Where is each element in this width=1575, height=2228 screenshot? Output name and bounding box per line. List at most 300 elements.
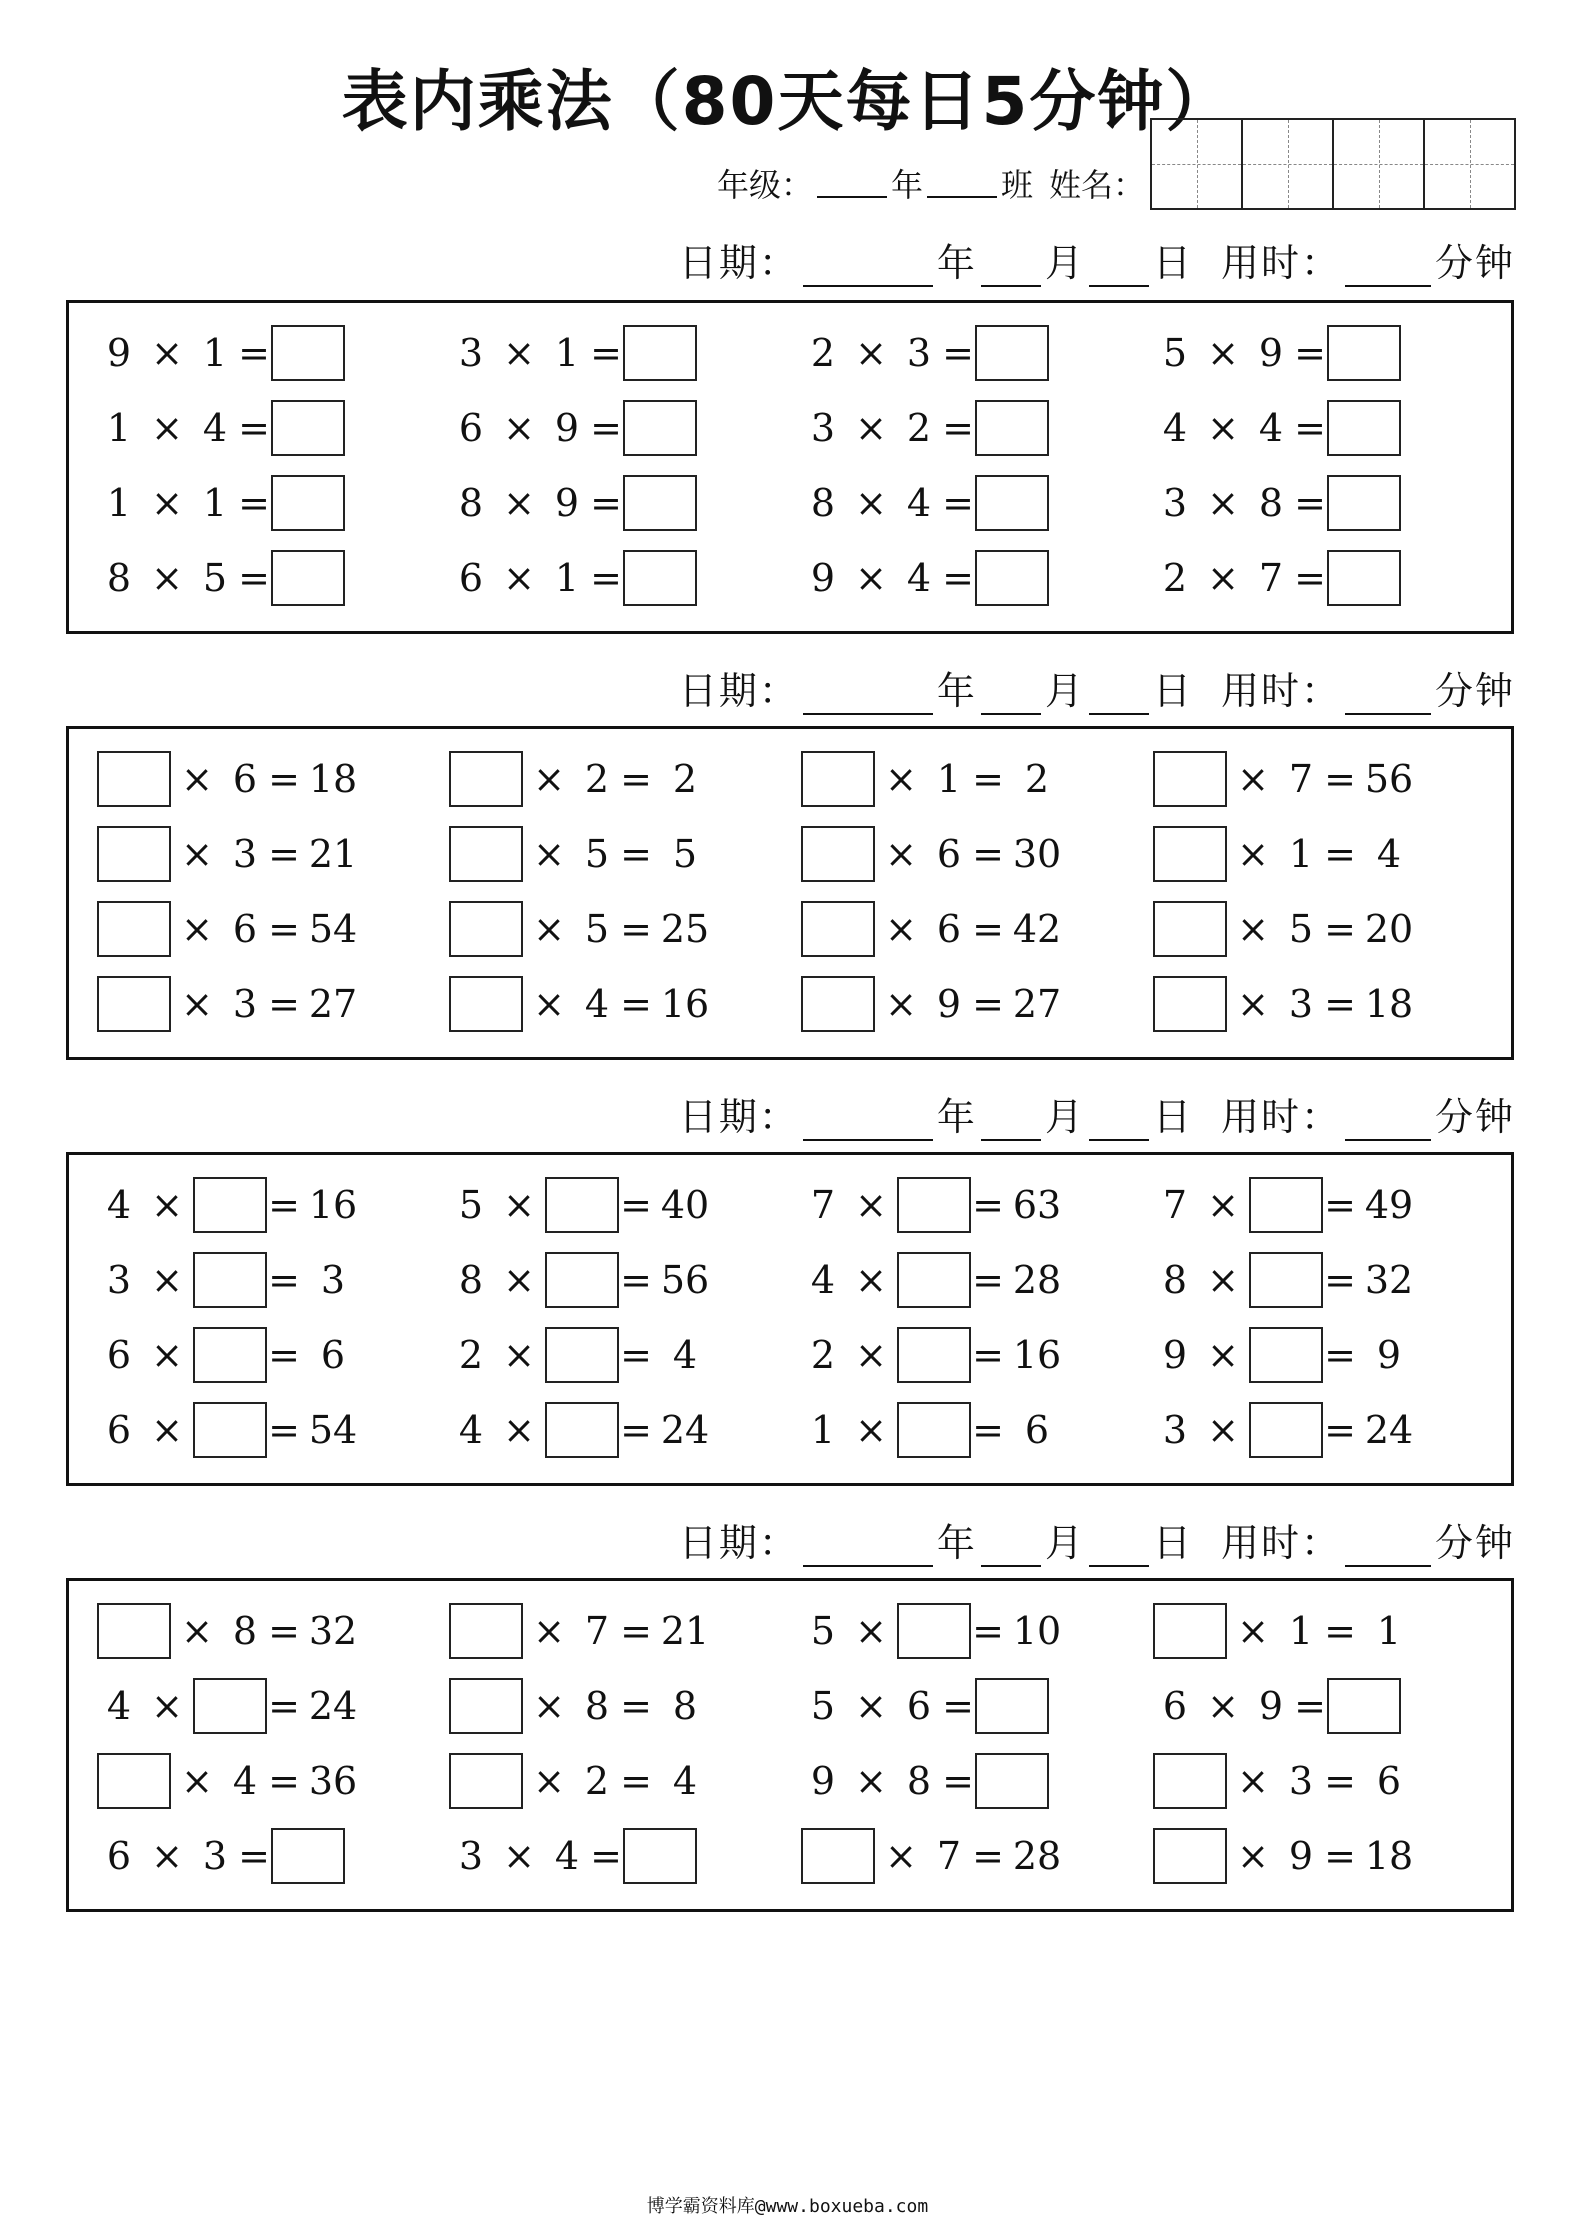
number: 1 bbox=[202, 331, 228, 375]
times-sign: × bbox=[1207, 406, 1239, 450]
answer-box[interactable] bbox=[897, 1327, 971, 1383]
number: 18 bbox=[1364, 1834, 1414, 1878]
number: 1 bbox=[1288, 1609, 1314, 1653]
number: 8 bbox=[458, 1258, 484, 1302]
answer-box[interactable] bbox=[1327, 400, 1401, 456]
problem bbox=[1153, 1676, 1483, 1736]
problem bbox=[97, 749, 427, 809]
date-month-blank[interactable] bbox=[981, 1105, 1041, 1141]
number: 63 bbox=[1012, 1183, 1062, 1227]
number: 16 bbox=[308, 1183, 358, 1227]
answer-box[interactable] bbox=[545, 1327, 619, 1383]
answer-box[interactable] bbox=[449, 751, 523, 807]
number: 8 bbox=[1258, 481, 1284, 525]
problem bbox=[1153, 749, 1483, 809]
number: 6 bbox=[458, 406, 484, 450]
times-sign: × bbox=[1207, 1684, 1239, 1728]
number: 24 bbox=[660, 1408, 710, 1452]
problem bbox=[801, 398, 1131, 458]
problem bbox=[449, 824, 779, 884]
date-label: 日期： bbox=[678, 241, 799, 285]
answer-box[interactable] bbox=[449, 1678, 523, 1734]
number: 4 bbox=[554, 1834, 580, 1878]
equals-sign: = bbox=[268, 1759, 300, 1803]
number: 3 bbox=[202, 1834, 228, 1878]
answer-box[interactable] bbox=[193, 1402, 267, 1458]
problem bbox=[1153, 1175, 1483, 1235]
times-sign: × bbox=[855, 1684, 887, 1728]
footer-watermark: 博学霸资料库@www.boxueba.com bbox=[646, 2196, 929, 2217]
equals-sign: = bbox=[620, 907, 652, 951]
equals-sign: = bbox=[942, 1684, 974, 1728]
times-sign: × bbox=[151, 406, 183, 450]
date-month-blank[interactable] bbox=[981, 1531, 1041, 1567]
answer-box[interactable] bbox=[623, 550, 697, 606]
equals-sign: = bbox=[238, 481, 270, 525]
problem bbox=[1153, 323, 1483, 383]
equals-sign: = bbox=[1324, 1333, 1356, 1377]
times-sign: × bbox=[1237, 1834, 1269, 1878]
problem bbox=[97, 1325, 427, 1385]
number: 3 bbox=[232, 982, 258, 1026]
number: 21 bbox=[660, 1609, 710, 1653]
answer-box[interactable] bbox=[623, 1828, 697, 1884]
number: 6 bbox=[458, 556, 484, 600]
times-sign: × bbox=[1207, 1258, 1239, 1302]
problem bbox=[97, 1601, 427, 1661]
date-day-blank[interactable] bbox=[1089, 251, 1149, 287]
name-writing-grid[interactable] bbox=[1150, 118, 1516, 210]
problem bbox=[449, 1601, 779, 1661]
date-year-blank[interactable] bbox=[803, 1105, 933, 1141]
number: 1 bbox=[810, 1408, 836, 1452]
number: 4 bbox=[106, 1684, 132, 1728]
problem bbox=[97, 1175, 427, 1235]
number: 2 bbox=[1024, 757, 1050, 801]
number: 1 bbox=[106, 406, 132, 450]
problem bbox=[97, 323, 427, 383]
problem bbox=[1153, 1601, 1483, 1661]
problem bbox=[1153, 548, 1483, 608]
times-sign: × bbox=[855, 481, 887, 525]
answer-box[interactable] bbox=[1249, 1252, 1323, 1308]
time-used-blank[interactable] bbox=[1345, 679, 1431, 715]
equals-sign: = bbox=[590, 556, 622, 600]
problem bbox=[449, 974, 779, 1034]
times-sign: × bbox=[855, 1333, 887, 1377]
problem bbox=[449, 1250, 779, 1310]
time-used-label: 用时： bbox=[1220, 669, 1341, 713]
equals-sign: = bbox=[942, 1759, 974, 1803]
answer-box[interactable] bbox=[449, 901, 523, 957]
problem bbox=[449, 1400, 779, 1460]
problem bbox=[97, 473, 427, 533]
number: 8 bbox=[672, 1684, 698, 1728]
date-year-blank[interactable] bbox=[803, 1531, 933, 1567]
equals-sign: = bbox=[268, 1684, 300, 1728]
number: 54 bbox=[308, 907, 358, 951]
equals-sign: = bbox=[268, 1333, 300, 1377]
answer-box[interactable] bbox=[271, 400, 345, 456]
equals-sign: = bbox=[590, 1834, 622, 1878]
date-label: 日期： bbox=[678, 1095, 799, 1139]
time-used-blank[interactable] bbox=[1345, 251, 1431, 287]
problem bbox=[1153, 974, 1483, 1034]
number: 4 bbox=[202, 406, 228, 450]
number: 7 bbox=[1288, 757, 1314, 801]
times-sign: × bbox=[885, 907, 917, 951]
number: 9 bbox=[1162, 1333, 1188, 1377]
times-sign: × bbox=[1207, 481, 1239, 525]
name-cell[interactable] bbox=[1334, 120, 1425, 208]
number: 3 bbox=[810, 406, 836, 450]
number: 9 bbox=[810, 556, 836, 600]
times-sign: × bbox=[151, 1333, 183, 1377]
times-sign: × bbox=[151, 1258, 183, 1302]
equals-sign: = bbox=[620, 982, 652, 1026]
answer-box[interactable] bbox=[545, 1177, 619, 1233]
name-cell[interactable] bbox=[1425, 120, 1514, 208]
answer-box[interactable] bbox=[623, 400, 697, 456]
times-sign: × bbox=[503, 1258, 535, 1302]
times-sign: × bbox=[1237, 907, 1269, 951]
number: 16 bbox=[660, 982, 710, 1026]
answer-box[interactable] bbox=[975, 550, 1049, 606]
problem bbox=[801, 974, 1131, 1034]
answer-box[interactable] bbox=[975, 400, 1049, 456]
number: 5 bbox=[810, 1609, 836, 1653]
answer-box[interactable] bbox=[801, 1828, 875, 1884]
date-year-blank[interactable] bbox=[803, 251, 933, 287]
class-blank[interactable] bbox=[927, 168, 997, 198]
equals-sign: = bbox=[1294, 481, 1326, 525]
answer-box[interactable] bbox=[545, 1252, 619, 1308]
times-sign: × bbox=[1207, 556, 1239, 600]
student-info-line bbox=[717, 160, 1145, 206]
answer-box[interactable] bbox=[1153, 1828, 1227, 1884]
number: 9 bbox=[1376, 1333, 1402, 1377]
answer-box[interactable] bbox=[623, 475, 697, 531]
name-cell[interactable] bbox=[1243, 120, 1334, 208]
times-sign: × bbox=[151, 1834, 183, 1878]
answer-box[interactable] bbox=[271, 1828, 345, 1884]
number: 5 bbox=[1288, 907, 1314, 951]
date-year-blank[interactable] bbox=[803, 679, 933, 715]
problem bbox=[801, 1175, 1131, 1235]
number: 28 bbox=[1012, 1834, 1062, 1878]
equals-sign: = bbox=[972, 1258, 1004, 1302]
number: 1 bbox=[1288, 832, 1314, 876]
equals-sign: = bbox=[268, 832, 300, 876]
times-sign: × bbox=[1237, 1759, 1269, 1803]
answer-box[interactable] bbox=[1249, 1402, 1323, 1458]
number: 6 bbox=[106, 1834, 132, 1878]
problem-row bbox=[69, 1400, 1511, 1460]
date-line bbox=[679, 232, 1515, 287]
date-day-blank[interactable] bbox=[1089, 1105, 1149, 1141]
number: 9 bbox=[1258, 1684, 1284, 1728]
number: 49 bbox=[1364, 1183, 1414, 1227]
equals-sign: = bbox=[590, 406, 622, 450]
date-day-blank[interactable] bbox=[1089, 679, 1149, 715]
grade-label: 年级： bbox=[716, 166, 813, 204]
equals-sign: = bbox=[268, 982, 300, 1026]
problem-row bbox=[69, 899, 1511, 959]
minute-label: 分钟 bbox=[1434, 669, 1515, 713]
number: 4 bbox=[232, 1759, 258, 1803]
problem-row bbox=[69, 398, 1511, 458]
problem bbox=[449, 473, 779, 533]
number: 27 bbox=[1012, 982, 1062, 1026]
problem bbox=[449, 1676, 779, 1736]
times-sign: × bbox=[533, 982, 565, 1026]
times-sign: × bbox=[181, 757, 213, 801]
answer-box[interactable] bbox=[97, 901, 171, 957]
equals-sign: = bbox=[972, 757, 1004, 801]
number: 6 bbox=[906, 1684, 932, 1728]
equals-sign: = bbox=[1324, 757, 1356, 801]
number: 25 bbox=[660, 907, 710, 951]
times-sign: × bbox=[533, 757, 565, 801]
problem bbox=[1153, 1325, 1483, 1385]
number: 3 bbox=[1162, 481, 1188, 525]
problem bbox=[1153, 398, 1483, 458]
problem bbox=[1153, 1400, 1483, 1460]
time-used-label: 用时： bbox=[1220, 1095, 1341, 1139]
problem bbox=[801, 1400, 1131, 1460]
answer-box[interactable] bbox=[449, 826, 523, 882]
number: 6 bbox=[936, 832, 962, 876]
times-sign: × bbox=[181, 1759, 213, 1803]
answer-box[interactable] bbox=[975, 475, 1049, 531]
number: 9 bbox=[1258, 331, 1284, 375]
number: 4 bbox=[106, 1183, 132, 1227]
number: 3 bbox=[106, 1258, 132, 1302]
answer-box[interactable] bbox=[801, 901, 875, 957]
times-sign: × bbox=[533, 1759, 565, 1803]
number: 4 bbox=[1162, 406, 1188, 450]
number: 2 bbox=[672, 757, 698, 801]
answer-box[interactable] bbox=[193, 1177, 267, 1233]
problem-section bbox=[66, 1152, 1514, 1486]
answer-box[interactable] bbox=[1153, 976, 1227, 1032]
number: 5 bbox=[810, 1684, 836, 1728]
number: 7 bbox=[936, 1834, 962, 1878]
number: 8 bbox=[232, 1609, 258, 1653]
answer-box[interactable] bbox=[1249, 1177, 1323, 1233]
answer-box[interactable] bbox=[545, 1402, 619, 1458]
times-sign: × bbox=[855, 331, 887, 375]
number: 3 bbox=[458, 331, 484, 375]
date-month-blank[interactable] bbox=[981, 251, 1041, 287]
number: 2 bbox=[906, 406, 932, 450]
number: 3 bbox=[232, 832, 258, 876]
time-used-blank[interactable] bbox=[1345, 1531, 1431, 1567]
times-sign: × bbox=[181, 1609, 213, 1653]
equals-sign: = bbox=[972, 1183, 1004, 1227]
equals-sign: = bbox=[972, 1333, 1004, 1377]
answer-box[interactable] bbox=[1327, 550, 1401, 606]
number: 21 bbox=[308, 832, 358, 876]
answer-box[interactable] bbox=[97, 826, 171, 882]
equals-sign: = bbox=[1324, 1609, 1356, 1653]
problem bbox=[449, 1751, 779, 1811]
answer-box[interactable] bbox=[897, 1603, 971, 1659]
problem-row bbox=[69, 323, 1511, 383]
answer-box[interactable] bbox=[449, 1603, 523, 1659]
answer-box[interactable] bbox=[1153, 1753, 1227, 1809]
equals-sign: = bbox=[972, 832, 1004, 876]
answer-box[interactable] bbox=[1327, 325, 1401, 381]
number: 5 bbox=[672, 832, 698, 876]
problem-section bbox=[66, 1578, 1514, 1912]
equals-sign: = bbox=[620, 1333, 652, 1377]
number: 4 bbox=[906, 481, 932, 525]
times-sign: × bbox=[533, 1609, 565, 1653]
problem bbox=[801, 1601, 1131, 1661]
problem bbox=[801, 1325, 1131, 1385]
answer-box[interactable] bbox=[975, 1678, 1049, 1734]
times-sign: × bbox=[533, 832, 565, 876]
equals-sign: = bbox=[590, 331, 622, 375]
answer-box[interactable] bbox=[897, 1177, 971, 1233]
problem bbox=[1153, 824, 1483, 884]
answer-box[interactable] bbox=[801, 751, 875, 807]
times-sign: × bbox=[1207, 1333, 1239, 1377]
answer-box[interactable] bbox=[449, 1753, 523, 1809]
times-sign: × bbox=[503, 1183, 535, 1227]
answer-box[interactable] bbox=[897, 1402, 971, 1458]
equals-sign: = bbox=[620, 832, 652, 876]
answer-box[interactable] bbox=[193, 1252, 267, 1308]
answer-box[interactable] bbox=[193, 1678, 267, 1734]
answer-box[interactable] bbox=[975, 325, 1049, 381]
problem bbox=[449, 548, 779, 608]
times-sign: × bbox=[151, 1183, 183, 1227]
date-day-blank[interactable] bbox=[1089, 1531, 1149, 1567]
equals-sign: = bbox=[238, 406, 270, 450]
equals-sign: = bbox=[1324, 1258, 1356, 1302]
number: 1 bbox=[554, 556, 580, 600]
answer-box[interactable] bbox=[897, 1252, 971, 1308]
date-day-label: 日 bbox=[1152, 669, 1193, 713]
number: 8 bbox=[584, 1684, 610, 1728]
number: 9 bbox=[106, 331, 132, 375]
number: 6 bbox=[106, 1333, 132, 1377]
time-used-label: 用时： bbox=[1220, 241, 1341, 285]
answer-box[interactable] bbox=[97, 1603, 171, 1659]
problem-row bbox=[69, 1751, 1511, 1811]
equals-sign: = bbox=[1324, 907, 1356, 951]
answer-box[interactable] bbox=[801, 976, 875, 1032]
times-sign: × bbox=[885, 757, 917, 801]
number: 3 bbox=[1162, 1408, 1188, 1452]
number: 32 bbox=[308, 1609, 358, 1653]
equals-sign: = bbox=[620, 1408, 652, 1452]
number: 18 bbox=[1364, 982, 1414, 1026]
answer-box[interactable] bbox=[1327, 1678, 1401, 1734]
number: 5 bbox=[584, 832, 610, 876]
problem bbox=[1153, 1751, 1483, 1811]
problem bbox=[97, 1826, 427, 1886]
number: 2 bbox=[810, 1333, 836, 1377]
answer-box[interactable] bbox=[193, 1327, 267, 1383]
answer-box[interactable] bbox=[1249, 1327, 1323, 1383]
answer-box[interactable] bbox=[975, 1753, 1049, 1809]
number: 30 bbox=[1012, 832, 1062, 876]
times-sign: × bbox=[1237, 757, 1269, 801]
minute-label: 分钟 bbox=[1434, 241, 1515, 285]
equals-sign: = bbox=[1294, 406, 1326, 450]
number: 4 bbox=[672, 1759, 698, 1803]
answer-box[interactable] bbox=[271, 325, 345, 381]
equals-sign: = bbox=[942, 481, 974, 525]
equals-sign: = bbox=[972, 982, 1004, 1026]
grade-blank[interactable] bbox=[817, 168, 887, 198]
times-sign: × bbox=[181, 832, 213, 876]
problem bbox=[97, 1676, 427, 1736]
answer-box[interactable] bbox=[623, 325, 697, 381]
equals-sign: = bbox=[972, 907, 1004, 951]
times-sign: × bbox=[1237, 832, 1269, 876]
problem-section bbox=[66, 726, 1514, 1060]
equals-sign: = bbox=[268, 1609, 300, 1653]
number: 1 bbox=[202, 481, 228, 525]
times-sign: × bbox=[503, 331, 535, 375]
number: 9 bbox=[1288, 1834, 1314, 1878]
problem-row bbox=[69, 1175, 1511, 1235]
times-sign: × bbox=[151, 556, 183, 600]
answer-box[interactable] bbox=[97, 976, 171, 1032]
number: 16 bbox=[1012, 1333, 1062, 1377]
number: 2 bbox=[810, 331, 836, 375]
answer-box[interactable] bbox=[1153, 1603, 1227, 1659]
answer-box[interactable] bbox=[449, 976, 523, 1032]
number: 40 bbox=[660, 1183, 710, 1227]
date-month-label: 月 bbox=[1044, 1521, 1085, 1565]
date-month-blank[interactable] bbox=[981, 679, 1041, 715]
number: 36 bbox=[308, 1759, 358, 1803]
time-used-blank[interactable] bbox=[1345, 1105, 1431, 1141]
times-sign: × bbox=[855, 1759, 887, 1803]
answer-box[interactable] bbox=[271, 550, 345, 606]
answer-box[interactable] bbox=[1153, 901, 1227, 957]
answer-box[interactable] bbox=[1327, 475, 1401, 531]
number: 4 bbox=[458, 1408, 484, 1452]
number: 3 bbox=[1288, 1759, 1314, 1803]
answer-box[interactable] bbox=[801, 826, 875, 882]
number: 56 bbox=[660, 1258, 710, 1302]
date-label: 日期： bbox=[678, 669, 799, 713]
equals-sign: = bbox=[590, 481, 622, 525]
answer-box[interactable] bbox=[1153, 751, 1227, 807]
problem bbox=[801, 749, 1131, 809]
answer-box[interactable] bbox=[97, 751, 171, 807]
answer-box[interactable] bbox=[1153, 826, 1227, 882]
name-cell[interactable] bbox=[1152, 120, 1243, 208]
number: 8 bbox=[1162, 1258, 1188, 1302]
problem-row bbox=[69, 824, 1511, 884]
number: 18 bbox=[308, 757, 358, 801]
problem bbox=[801, 548, 1131, 608]
times-sign: × bbox=[855, 1258, 887, 1302]
answer-box[interactable] bbox=[97, 1753, 171, 1809]
times-sign: × bbox=[151, 1408, 183, 1452]
date-label: 日期： bbox=[678, 1521, 799, 1565]
times-sign: × bbox=[1207, 331, 1239, 375]
times-sign: × bbox=[151, 331, 183, 375]
answer-box[interactable] bbox=[271, 475, 345, 531]
